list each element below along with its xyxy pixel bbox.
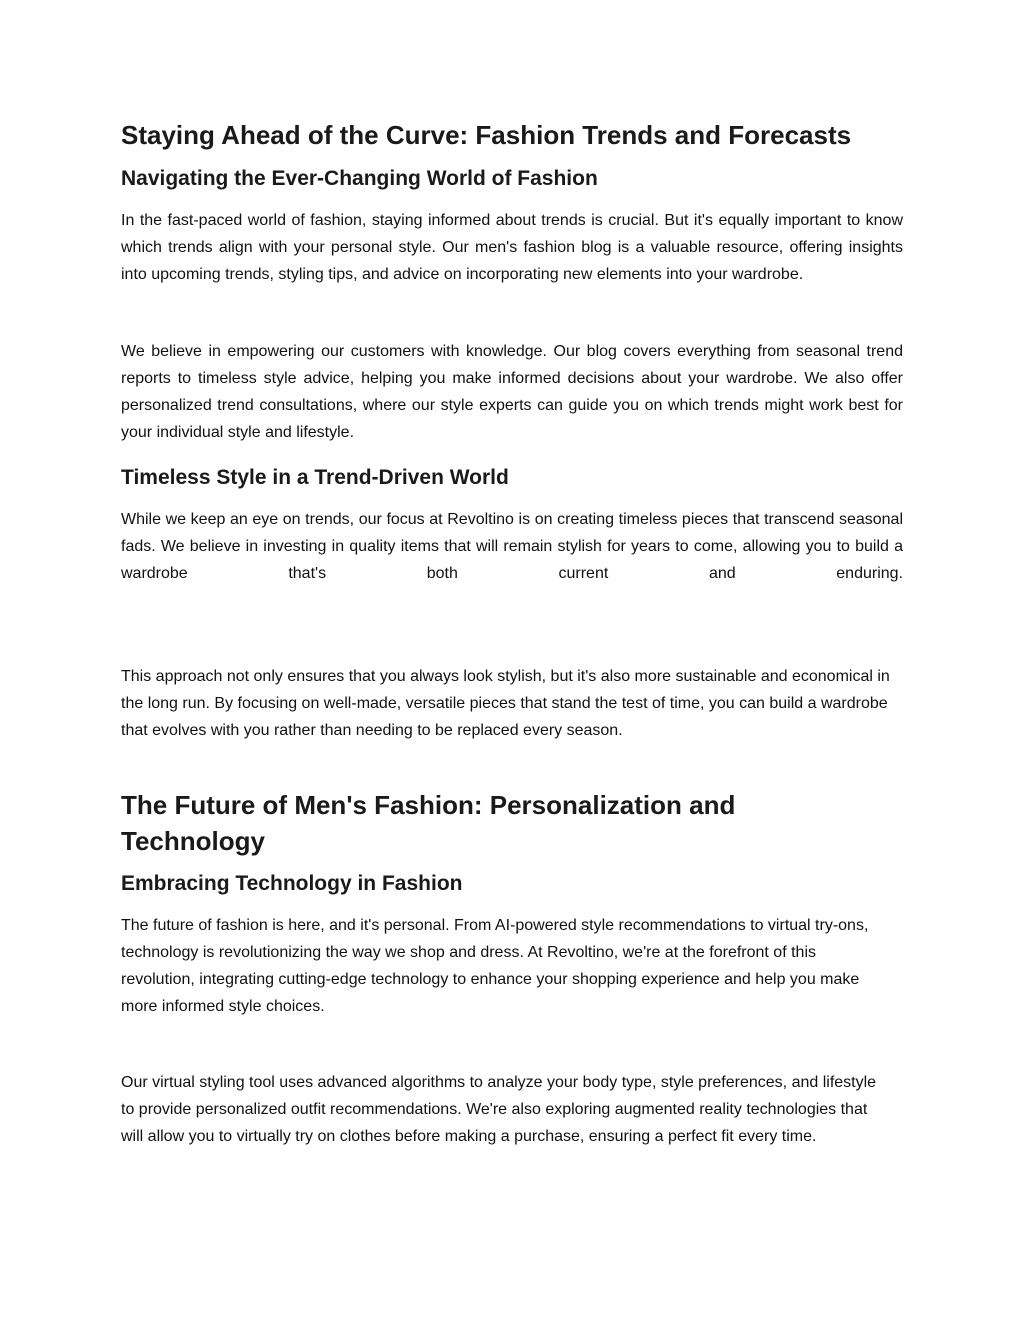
paragraph-empowering-customers: We believe in empowering our customers with knowledge. Our blog covers everything from seasonal trend reports to timeless style advice, helping you make informed decisions about your wardrobe. We also offer personalized trend consultations, where our style experts can guide you on which trends might work best for your individual style and lifestyle. [121,343,903,441]
subheading-embracing-technology: Embracing Technology in Fashion [121,872,463,895]
section-title-future-fashion: The Future of Men's Fashion: Personalization and Technology [121,790,736,856]
subheading-navigating-fashion: Navigating the Ever-Changing World of Fashion [121,167,598,190]
paragraph-timeless-pieces: While we keep an eye on trends, our focus at Revoltino is on creating timeless pieces that transcend seasonal fads. We believe in investing in quality items that will remain stylish for years to come, allowing you to build a wardrobe that's both current and enduring. [121,511,903,582]
paragraph-future-personal: The future of fashion is here, and it's personal. From AI-powered style recommendations to virtual try-ons, technology is revolutionizing the way we shop and dress. At Revoltino, we're at the forefront of this revolution, integrating cutting-edge technology to enhance your shopping experience and help you make more informed style choices. [121,917,869,1015]
paragraph-virtual-styling: Our virtual styling tool uses advanced algorithms to analyze your body type, style preferences, and lifestyle to provide personalized outfit recommendations. We're also exploring augmented reality technologies that will allow you to virtually try on clothes before making a purchase, ensuring a perfect fit every time. [121,1074,877,1145]
paragraph-trends-intro: In the fast-paced world of fashion, staying informed about trends is crucial. But it's equally important to know which trends align with your personal style. Our men's fashion blog is a valuable resource, offering insights into upcoming trends, styling tips, and advice on incorporating new elements into your wardrobe. [121,212,903,283]
subheading-timeless-style: Timeless Style in a Trend-Driven World [121,466,509,489]
section-title-fashion-trends: Staying Ahead of the Curve: Fashion Trends and Forecasts [121,120,852,150]
paragraph-sustainable-approach: This approach not only ensures that you always look stylish, but it's also more sustainable and economical in the long run. By focusing on well-made, versatile pieces that stand the test of time, you can build a wardrobe that evolves with you rather than needing to be replaced every season. [121,668,890,739]
